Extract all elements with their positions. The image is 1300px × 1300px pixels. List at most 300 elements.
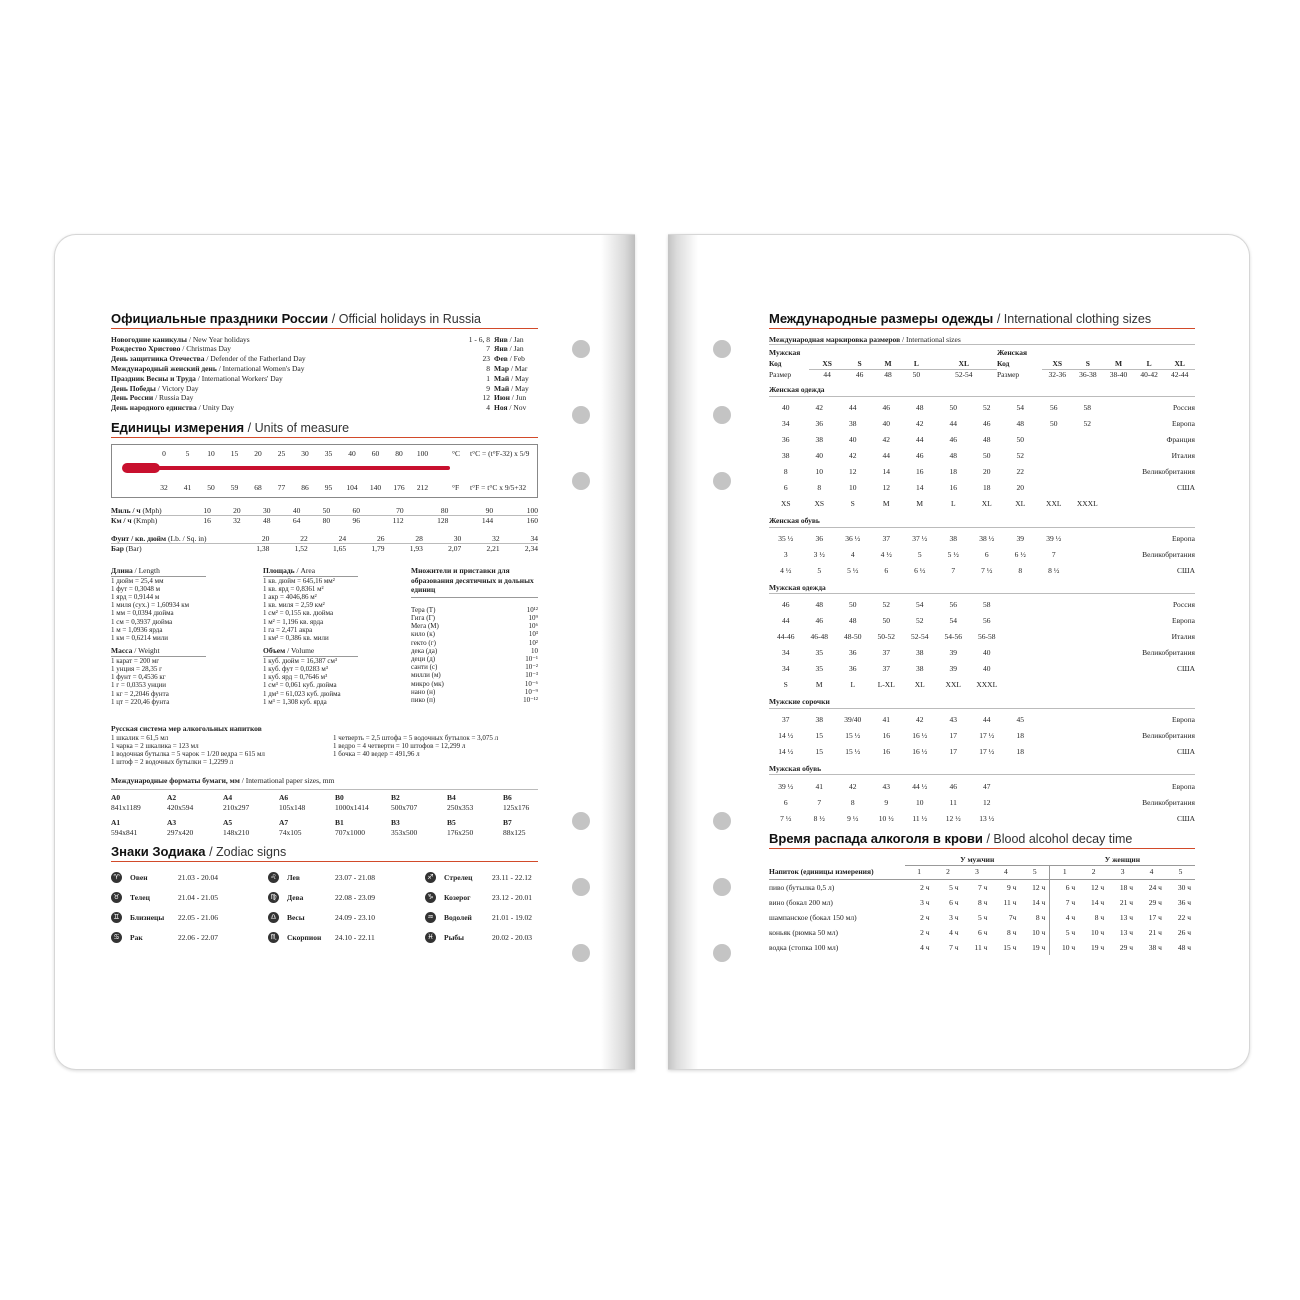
holiday-month-ru: Янв bbox=[494, 344, 508, 354]
zodiac-title: Знаки Зодиака / Zodiac signs bbox=[111, 847, 538, 862]
alcohol-decay-table bbox=[769, 855, 1195, 955]
clothing-row bbox=[769, 613, 1195, 629]
clothing-size: 6 ½ bbox=[914, 565, 926, 575]
marking-size: 32-36 bbox=[1048, 369, 1067, 379]
clothing-size: 8 ½ bbox=[813, 813, 825, 823]
clothing-row bbox=[769, 712, 1195, 728]
decay-men-value: 7ч bbox=[1008, 912, 1017, 922]
alcohol-measure-row: 1 чарка = 2 шкалика = 123 мл bbox=[111, 741, 199, 750]
mass-row: 1 г = 0,0353 унции bbox=[111, 681, 167, 690]
clothing-table bbox=[769, 597, 1195, 693]
prefix-factor: 10⁻¹² bbox=[523, 695, 538, 704]
area-row: 1 см² = 0,155 кв. дюйма bbox=[263, 609, 334, 618]
speed-table bbox=[111, 506, 538, 526]
decay-women-value: 10 ч bbox=[1050, 940, 1079, 955]
clothing-size bbox=[1071, 661, 1105, 677]
clothing-section-title: Женская обувь bbox=[769, 516, 1195, 528]
pressure-bar-row-value: 1,79 bbox=[371, 544, 385, 554]
clothing-country: Великобритания bbox=[1142, 467, 1195, 477]
clothing-size: 36 bbox=[815, 419, 823, 429]
holiday-month-ru: Июн bbox=[494, 393, 510, 403]
clothing-row bbox=[769, 645, 1195, 661]
clothing-size: 38 bbox=[916, 648, 924, 658]
clothing-size: 17 ½ bbox=[979, 730, 995, 740]
decay-men-value: 4 ч bbox=[920, 942, 930, 952]
area-row: 1 кв. миля = 2,59 км² bbox=[263, 601, 325, 610]
fahrenheit-tick: 50 bbox=[207, 482, 215, 492]
clothing-size bbox=[1071, 712, 1105, 728]
decay-women-value: 13 ч bbox=[1119, 912, 1134, 922]
left-page-gutter-shadow bbox=[601, 235, 635, 1069]
decay-men-value: 8 ч bbox=[1035, 912, 1046, 922]
prefix-name: деци (д) bbox=[411, 654, 436, 663]
celsius-tick: 30 bbox=[301, 448, 309, 458]
clothing-country: США bbox=[1177, 746, 1195, 756]
area-row: 1 акр = 4046,86 м² bbox=[263, 592, 317, 601]
decay-women-value: 22 ч bbox=[1177, 912, 1191, 922]
clothing-size bbox=[1004, 645, 1038, 661]
zodiac-sign bbox=[111, 928, 268, 948]
decay-men-value: 7 ч bbox=[949, 942, 959, 952]
clothing-size: 50 bbox=[882, 616, 890, 626]
clothing-size: 5 bbox=[817, 565, 822, 575]
clothing-size: 12 bbox=[983, 797, 991, 807]
clothing-size: 20 bbox=[1016, 483, 1024, 493]
punch-hole bbox=[713, 944, 731, 962]
clothing-size: 14 ½ bbox=[778, 746, 794, 756]
fahrenheit-tick: 104 bbox=[346, 482, 358, 492]
speed-mph-row-label bbox=[111, 506, 181, 516]
zodiac-sign bbox=[425, 908, 538, 928]
length-row: 1 см = 0,3937 дюйма bbox=[111, 617, 173, 626]
clothing-size: 35 bbox=[815, 648, 823, 658]
clothing-row bbox=[769, 778, 1195, 794]
paper-sizes-row bbox=[111, 828, 538, 838]
clothing-country: Европа bbox=[1172, 616, 1195, 626]
clothing-country: Великобритания bbox=[1142, 549, 1195, 559]
length-row: 1 м = 1,0936 ярда bbox=[111, 625, 163, 634]
clothing-row bbox=[769, 400, 1195, 416]
right-content bbox=[769, 311, 1195, 955]
clothing-size: XL bbox=[981, 499, 992, 509]
clothing-size bbox=[1037, 464, 1071, 480]
clothing-country: США bbox=[1177, 565, 1195, 575]
holiday-month-ru: Янв bbox=[494, 334, 508, 344]
clothing-size: 48 bbox=[983, 435, 991, 445]
zodiac-name: Близнецы bbox=[130, 913, 165, 923]
paper-format: B1 bbox=[335, 818, 344, 828]
holiday-name bbox=[111, 403, 450, 413]
zodiac-sign bbox=[268, 908, 425, 928]
pressure-bar-row-label bbox=[111, 544, 231, 554]
marking-size: 48 bbox=[884, 369, 892, 379]
celsius-formula: t°C = (t°F-32) x 5/9 bbox=[470, 448, 530, 458]
holiday-month bbox=[494, 384, 538, 394]
decay-drink: водка (стопка 100 мл) bbox=[769, 942, 839, 952]
celsius-tick: 15 bbox=[230, 448, 239, 458]
clothing-size: XS bbox=[780, 499, 791, 509]
clothing-size: S bbox=[783, 680, 788, 690]
holiday-row bbox=[111, 335, 538, 345]
clothing-row bbox=[769, 464, 1195, 480]
punch-hole bbox=[713, 340, 731, 358]
decay-men-value: 9 ч bbox=[1006, 882, 1017, 892]
pressure-psi-row-value: 32 bbox=[461, 534, 499, 544]
prefix-name: санти (с) bbox=[411, 663, 438, 672]
paper-size: 176x250 bbox=[447, 827, 474, 837]
decay-men-value: 4 ч bbox=[949, 927, 959, 937]
conversions bbox=[111, 566, 538, 722]
decay-women-value: 17 ч bbox=[1148, 912, 1162, 922]
zodiac-sign bbox=[111, 888, 268, 908]
clothing-size: 41 bbox=[882, 714, 890, 724]
clothing-size: 16 bbox=[882, 730, 890, 740]
clothing-size: 58 bbox=[983, 600, 991, 610]
decay-men-value: 3 ч bbox=[920, 897, 930, 907]
prefix-factor: 10² bbox=[528, 638, 538, 647]
clothing-size: 38 bbox=[815, 714, 823, 724]
clothing-size: 44 bbox=[983, 714, 991, 724]
length-list bbox=[111, 577, 263, 643]
clothing-size: 9 bbox=[884, 797, 889, 807]
speed-mph-row-label-ru: Миль / ч bbox=[111, 505, 141, 515]
clothing-size: M bbox=[916, 499, 924, 509]
pressure-bar-row-value: 2,07 bbox=[448, 544, 462, 554]
clothing-size bbox=[1037, 778, 1071, 794]
decay-women-value: 14 ч bbox=[1090, 897, 1105, 907]
zodiac-dates: 23.11 - 22.12 bbox=[492, 873, 532, 883]
clothing-size bbox=[1004, 677, 1038, 693]
paper-format: A3 bbox=[167, 818, 177, 828]
clothing-country: США bbox=[1177, 813, 1195, 823]
prefix-factor: 10⁶ bbox=[528, 622, 538, 631]
marking-tables bbox=[769, 347, 1195, 379]
zodiac-column bbox=[111, 868, 268, 948]
punch-hole bbox=[572, 812, 590, 830]
thermometer bbox=[111, 444, 538, 498]
speed-kmh-row-value: 80 bbox=[322, 516, 331, 526]
holiday-name bbox=[111, 354, 450, 364]
holiday-en: / Christmas Day bbox=[180, 344, 232, 354]
clothing-row bbox=[769, 810, 1195, 826]
marking-code-label: Код bbox=[769, 359, 782, 369]
decay-col-header: 1 bbox=[905, 865, 934, 880]
marking-title: Международная маркировка размеров / International sizes bbox=[769, 335, 1195, 346]
zodiac-Козерог-icon: ♑ bbox=[425, 892, 436, 903]
prefix-list bbox=[411, 606, 538, 704]
fahrenheit-tick: 176 bbox=[393, 482, 405, 492]
clothing-size bbox=[1071, 677, 1105, 693]
zodiac-column bbox=[425, 868, 538, 948]
paper-format: A4 bbox=[223, 792, 233, 802]
clothing-size: 13 ½ bbox=[979, 813, 995, 823]
zodiac-Телец-icon: ♉ bbox=[111, 892, 122, 903]
fahrenheit-tick: 86 bbox=[301, 482, 309, 492]
zodiac-Дева-icon: ♍ bbox=[268, 892, 279, 903]
decay-empty bbox=[769, 855, 905, 865]
clothing-row bbox=[769, 416, 1195, 432]
clothing-size: 52 bbox=[882, 600, 890, 610]
holiday-en: / Victory Day bbox=[155, 383, 199, 393]
decay-women-value: 26 ч bbox=[1177, 927, 1191, 937]
clothing-size: 50 bbox=[1050, 419, 1058, 429]
holiday-month bbox=[494, 364, 538, 374]
clothing-size: 6 bbox=[783, 797, 788, 807]
speed-kmh-row-value: 96 bbox=[352, 516, 360, 526]
clothing-size: 10 bbox=[849, 483, 857, 493]
decay-women-value: 4 ч bbox=[1050, 910, 1079, 925]
celsius-tick: 35 bbox=[324, 448, 333, 458]
marking-size: 42-44 bbox=[1170, 369, 1189, 379]
clothing-row bbox=[769, 629, 1195, 645]
clothing-size: 44 bbox=[916, 435, 924, 445]
female-marking-table bbox=[997, 347, 1195, 379]
alcohol-measure-row: 1 бочка = 40 ведер = 491,96 л bbox=[333, 749, 420, 758]
paper-size: 707x1000 bbox=[335, 827, 365, 837]
holiday-row bbox=[111, 374, 538, 384]
holiday-month-en: / Mar bbox=[509, 363, 528, 373]
clothing-row bbox=[769, 496, 1195, 512]
clothing-size: 40 bbox=[849, 435, 857, 445]
marking-size: 36-38 bbox=[1079, 369, 1097, 379]
clothing-size: M bbox=[815, 680, 823, 690]
pressure-psi-row-label bbox=[111, 534, 231, 544]
celsius-tick: 60 bbox=[371, 448, 380, 458]
fahrenheit-tick: 95 bbox=[324, 482, 333, 492]
paper-format: A2 bbox=[167, 792, 177, 802]
clothing-size: M bbox=[882, 499, 890, 509]
holiday-ru: Международный женский день bbox=[111, 363, 217, 373]
clothing-size: 48-50 bbox=[844, 632, 862, 642]
paper-names-row bbox=[111, 818, 538, 828]
speed-kmh-row-label-en: (Kmph) bbox=[131, 516, 158, 526]
alcohol-measures-right bbox=[333, 734, 538, 767]
clothing-size: 46 bbox=[815, 616, 823, 626]
speed-mph-row-value: 40 bbox=[270, 506, 300, 516]
clothing-size: 43 bbox=[882, 781, 890, 791]
marking-code-row bbox=[769, 359, 997, 369]
clothing-size bbox=[1037, 661, 1071, 677]
zodiac-Рыбы-icon: ♓ bbox=[425, 932, 436, 943]
zodiac-dates: 21.03 - 20.04 bbox=[178, 873, 218, 883]
clothing-size: 50 bbox=[849, 600, 857, 610]
decay-women-value: 8 ч bbox=[1094, 912, 1105, 922]
holiday-month bbox=[494, 374, 538, 384]
decay-women-label: У женщин bbox=[1050, 855, 1195, 865]
punch-hole bbox=[713, 812, 731, 830]
paper-size: 1000x1414 bbox=[335, 802, 369, 812]
clothing-size: 46 bbox=[983, 419, 991, 429]
marking-code: M bbox=[874, 359, 902, 369]
clothing-size bbox=[1037, 712, 1071, 728]
pressure-psi-row-label-ru: Фунт / кв. дюйм bbox=[111, 533, 167, 543]
clothing-size: 42 bbox=[882, 435, 890, 445]
clothing-size: 54 bbox=[949, 616, 957, 626]
clothing-size: 39 bbox=[949, 648, 957, 658]
clothing-size: 5 ½ bbox=[847, 565, 859, 575]
mass-row: 1 унция = 28,35 г bbox=[111, 664, 163, 673]
marking-code: XS bbox=[809, 359, 845, 369]
clothing-size: 15 bbox=[815, 730, 823, 740]
clothing-row bbox=[769, 794, 1195, 810]
length-row: 1 км = 0,6214 мили bbox=[111, 633, 168, 642]
clothing-size: 47 bbox=[983, 781, 991, 791]
pressure-psi-row-value: 24 bbox=[308, 534, 346, 544]
holiday-ru: День защитника Отечества bbox=[111, 354, 205, 364]
zodiac-sign bbox=[111, 868, 268, 888]
decay-col-header: 5 bbox=[1020, 865, 1049, 880]
decay-drink: пиво (бутылка 0,5 л) bbox=[769, 882, 835, 892]
clothing-size bbox=[1037, 597, 1071, 613]
clothing-size: XXXL bbox=[1076, 499, 1098, 509]
celsius-tick: 20 bbox=[254, 448, 262, 458]
area-row: 1 га = 2,471 акра bbox=[263, 625, 313, 634]
length-mass-col: Длина / Length 1 дюйм = 25,4 мм 1 фут = 0,3048 м 1 ярд = 0,9144 м 1 миля (сух.) = 1,60934 км 1 мм = 0,0394 дюйма 1 см = 0,3937 дюйма 1 м = 1,0936 ярда 1 км = 0,6214 мили Масса / Weight 1 карат = 200 мг 1 унция = 28,35 г 1 фунт = 0,4536 кг 1 г = 0,0353 унции 1 кг = 2,2046 фунта 1 цт = 220,46 фунта bbox=[111, 566, 263, 722]
clothing-size: XXL bbox=[1046, 499, 1062, 509]
clothing-size: 44 bbox=[949, 419, 957, 429]
mass-row: 1 фунт = 0,4536 кг bbox=[111, 673, 166, 682]
prefix-row bbox=[411, 639, 538, 647]
holiday-month bbox=[494, 335, 538, 345]
holiday-day: 9 bbox=[486, 383, 490, 393]
clothing-size bbox=[1037, 480, 1071, 496]
clothing-size: 36 ½ bbox=[845, 533, 861, 543]
zodiac-dates: 22.05 - 21.06 bbox=[178, 913, 218, 923]
clothing-size: 42 bbox=[916, 714, 924, 724]
clothing-row bbox=[769, 661, 1195, 677]
zodiac-sign bbox=[268, 928, 425, 948]
thermometer-bar bbox=[124, 466, 450, 470]
holiday-month bbox=[494, 403, 538, 413]
decay-col-header: 5 bbox=[1166, 865, 1195, 880]
volume-row: 1 дм³ = 61,023 куб. дюйма bbox=[263, 689, 341, 698]
clothing-size: 46 bbox=[949, 781, 957, 791]
decay-women-value: 21 ч bbox=[1119, 897, 1134, 907]
prefix-row bbox=[411, 614, 538, 622]
holiday-name bbox=[111, 335, 450, 345]
decay-men-label: У мужчин bbox=[905, 855, 1050, 865]
clothing-size: 36 bbox=[815, 533, 823, 543]
left-content bbox=[111, 311, 538, 948]
clothing-size: 15 bbox=[815, 746, 823, 756]
paper-size: 125x176 bbox=[503, 802, 530, 812]
speed-kmh-row-value: 144 bbox=[481, 516, 494, 526]
decay-col-header: 4 bbox=[991, 865, 1020, 880]
holiday-row bbox=[111, 344, 538, 354]
celsius-label: °C bbox=[452, 448, 461, 458]
clothing-size bbox=[1071, 563, 1105, 579]
volume-list bbox=[263, 657, 411, 706]
prefix-name: Тера (Т) bbox=[411, 605, 436, 614]
clothing-size: 48 bbox=[815, 600, 823, 610]
clothing-country: США bbox=[1177, 664, 1195, 674]
clothing-section-title: Мужская одежда bbox=[769, 583, 1195, 595]
decay-row bbox=[769, 880, 1195, 896]
decay-women-value: 29 ч bbox=[1119, 942, 1134, 952]
clothing-size: 37 ½ bbox=[912, 533, 928, 543]
clothing-size bbox=[1004, 778, 1038, 794]
paper-format: A1 bbox=[111, 818, 121, 828]
clothing-size: 7 bbox=[817, 797, 822, 807]
clothing-size bbox=[1037, 744, 1071, 760]
clothing-title: Международные размеры одежды / International clothing sizes bbox=[769, 314, 1195, 329]
clothing-size: 42 bbox=[849, 451, 857, 461]
clothing-size: 38 bbox=[782, 451, 790, 461]
clothing-country: Франция bbox=[1166, 435, 1195, 445]
clothing-size: 39/40 bbox=[844, 714, 862, 724]
clothing-size: 56 bbox=[949, 600, 957, 610]
marking-header-row bbox=[769, 347, 997, 359]
zodiac-sign bbox=[111, 908, 268, 928]
pressure-psi-row-value: 30 bbox=[423, 534, 461, 544]
clothing-size bbox=[1071, 531, 1105, 547]
paper-size: 74x105 bbox=[279, 827, 302, 837]
paper-size: 210x297 bbox=[223, 802, 250, 812]
clothing-size: 40 bbox=[882, 419, 890, 429]
prefix-name: нано (н) bbox=[411, 687, 436, 696]
area-row: 1 кв. дюйм = 645,16 мм² bbox=[263, 576, 335, 585]
paper-title: Международные форматы бумаги, мм / International paper sizes, mm bbox=[111, 776, 335, 786]
clothing-size: 46 bbox=[882, 403, 890, 413]
pressure-bar-row-label-en: (Bar) bbox=[123, 544, 142, 554]
zodiac-dates: 24.10 - 22.11 bbox=[335, 933, 375, 943]
clothing-size: 34 bbox=[782, 648, 790, 658]
holiday-row bbox=[111, 403, 538, 413]
fahrenheit-tick: 77 bbox=[277, 482, 286, 492]
fahrenheit-formula: t°F = t°C x 9/5+32 bbox=[470, 482, 527, 492]
decay-men-value: 5 ч bbox=[949, 882, 959, 892]
celsius-tick: 10 bbox=[207, 448, 215, 458]
paper-format: B3 bbox=[391, 818, 400, 828]
clothing-size: 3 ½ bbox=[813, 549, 825, 559]
marking-size-row bbox=[769, 369, 997, 379]
clothing-size: 44 bbox=[849, 403, 857, 413]
paper-format: A6 bbox=[279, 792, 289, 802]
holiday-month-ru: Май bbox=[494, 383, 510, 393]
decay-drink-header: Напиток (единицы измерения) bbox=[769, 865, 905, 880]
clothing-size: 50 bbox=[949, 403, 957, 413]
clothing-size: 58 bbox=[1083, 403, 1091, 413]
clothing-size bbox=[1071, 778, 1105, 794]
decay-women-value: 21 ч bbox=[1148, 927, 1162, 937]
zodiac-name: Козерог bbox=[444, 893, 471, 903]
clothing-table bbox=[769, 531, 1195, 579]
clothing-size: XL bbox=[914, 680, 925, 690]
decay-women-value: 6 ч bbox=[1050, 880, 1079, 896]
speed-kmh-row-value: 64 bbox=[292, 516, 301, 526]
prefix-name: пико (п) bbox=[411, 695, 436, 704]
volume-row: 1 куб. фут = 0,0283 м³ bbox=[263, 664, 328, 673]
decay-drink: шампанское (бокал 150 мл) bbox=[769, 912, 857, 922]
holiday-day: 7 bbox=[486, 344, 490, 354]
clothing-size: 36 bbox=[782, 435, 790, 445]
holiday-month bbox=[494, 344, 538, 354]
clothing-size: 12 ½ bbox=[945, 813, 961, 823]
pressure-bar-row-value: 1,52 bbox=[294, 544, 308, 554]
holidays-list bbox=[111, 335, 538, 413]
clothing-size: 35 ½ bbox=[778, 533, 794, 543]
clothing-size bbox=[1004, 810, 1038, 826]
clothing-size: 54 bbox=[1016, 403, 1024, 413]
fahrenheit-label: °F bbox=[452, 482, 460, 492]
holiday-month-ru: Мар bbox=[494, 363, 509, 373]
clothing-country: Россия bbox=[1172, 600, 1195, 610]
speed-kmh-row-value: 112 bbox=[392, 516, 404, 526]
marking-group-label: Мужская bbox=[769, 348, 801, 358]
clothing-size bbox=[1004, 794, 1038, 810]
area-row: 1 кв. ярд = 0,8361 м² bbox=[263, 584, 324, 593]
marking-code: L bbox=[1134, 359, 1165, 369]
